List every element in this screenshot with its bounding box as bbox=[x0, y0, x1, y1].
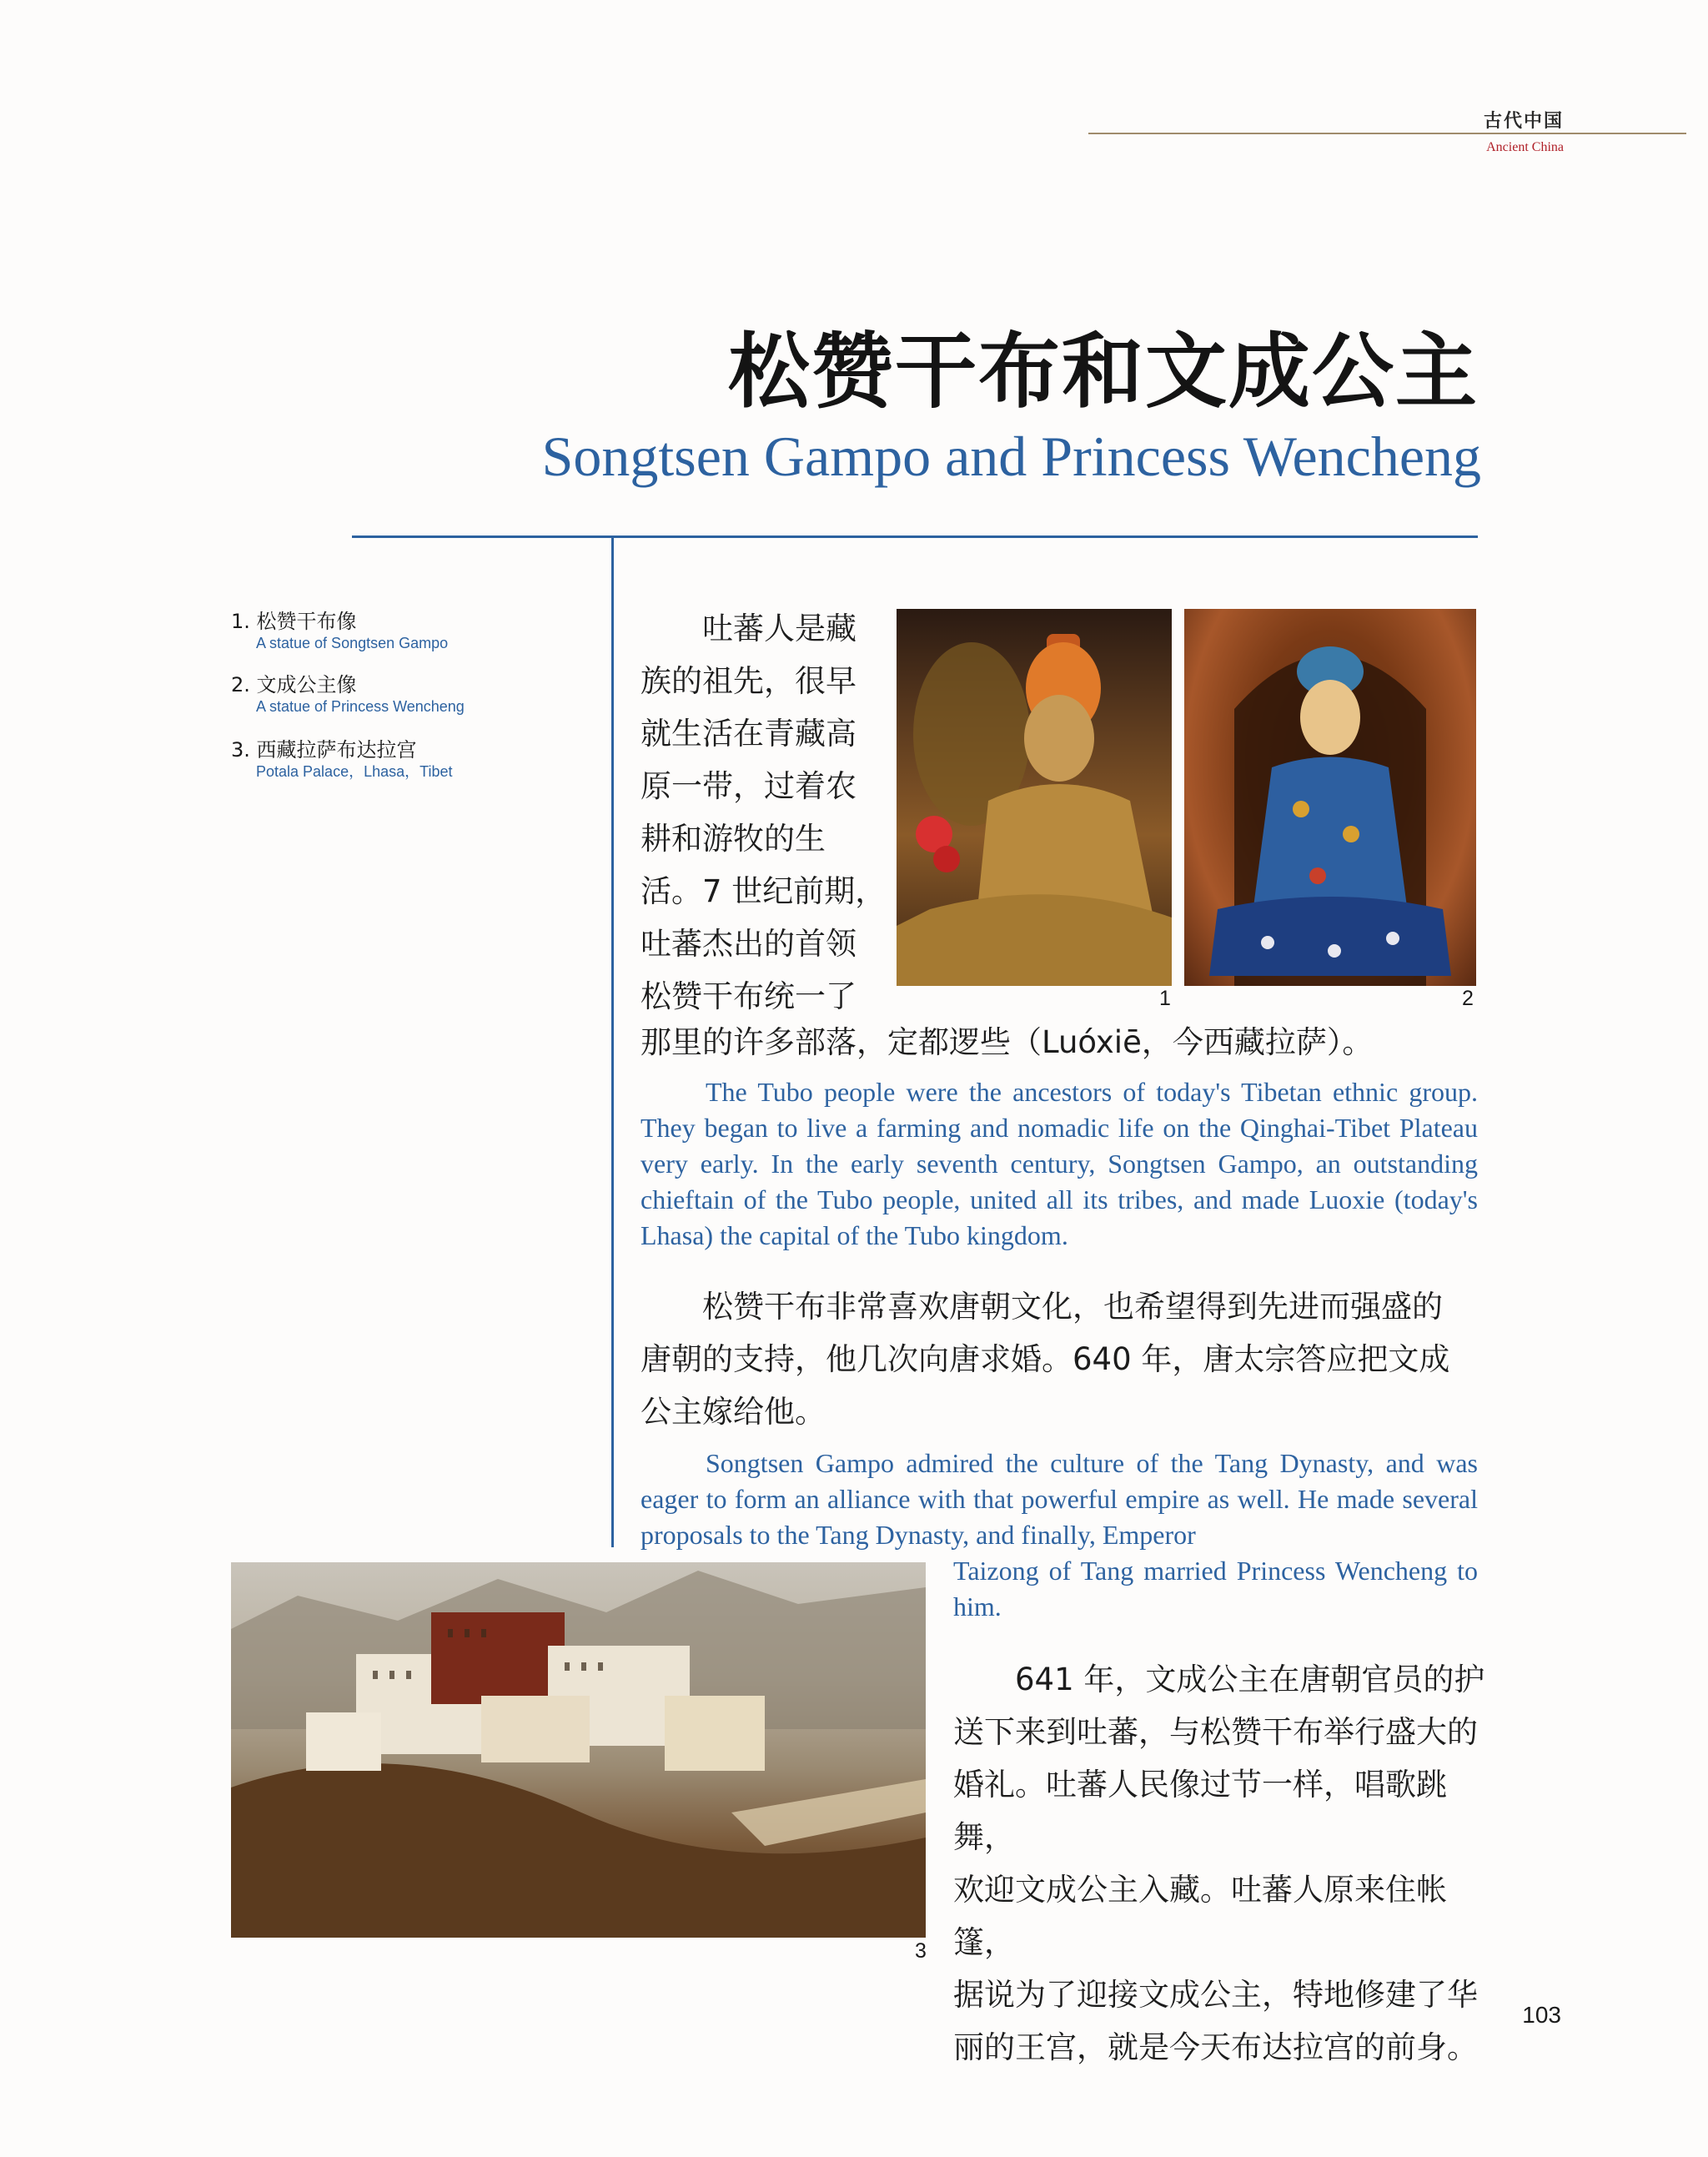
potala-palace-image bbox=[231, 1562, 926, 1938]
caption-3-zh: 3. 西藏拉萨布达拉宫 bbox=[231, 738, 417, 762]
paragraph-2-zh: 松赞干布非常喜欢唐朝文化，也希望得到先进而强盛的 唐朝的支持，他几次向唐求婚。640 年，唐太宗答应把文成 公主嫁给他。 bbox=[640, 1289, 1450, 1430]
paragraph-2-en-wide-wrap bbox=[640, 1446, 1478, 1553]
caption-1-en: A statue of Songtsen Gampo bbox=[256, 635, 449, 651]
paragraph-1-en-wrap bbox=[640, 1074, 1478, 1254]
paragraph-1-zh-wrap bbox=[640, 602, 895, 1023]
caption-1 bbox=[231, 609, 581, 652]
column-divider bbox=[611, 536, 614, 1547]
songtsen-gampo-statue-image bbox=[897, 609, 1172, 986]
page-number: 103 bbox=[1522, 2002, 1561, 2028]
image-number-2: 2 bbox=[1462, 987, 1474, 1010]
paragraph-3-zh: 641 年，文成公主在唐朝官员的护 送下来到吐蕃，与松赞干布举行盛大的 婚礼。吐蕃人民像过节一样，唱歌跳舞， 欢迎文成公主入藏。吐蕃人原来住帐篷， 据说为了迎接文成公主，特地修建了华 丽的王宫，就是今天布达拉宫的前身。 bbox=[953, 1662, 1485, 2065]
caption-3-en: Potala Palace，Lhasa，Tibet bbox=[256, 763, 453, 780]
header-rule bbox=[1088, 133, 1686, 134]
section-title-en: Ancient China bbox=[1486, 140, 1564, 154]
caption-2-en: A statue of Princess Wencheng bbox=[256, 698, 465, 715]
paragraph-2-en-wide: Songtsen Gampo admired the culture of the Tang Dynasty, and was eager to form an alliance with that powerful empire as well. He made several proposals to the Tang Dynasty, and finally, Emperor bbox=[640, 1448, 1478, 1550]
paragraph-1-zh-last-wrap bbox=[640, 1016, 1483, 1068]
paragraph-3-zh-wrap bbox=[953, 1653, 1487, 2074]
paragraph-1-zh-lines: 吐蕃人是藏 族的祖先，很早 就生活在青藏高 原一带，过着农 耕和游牧的生 活。7 世纪前期， 吐蕃杰出的首领 松赞干布统一了 bbox=[640, 611, 887, 1014]
paragraph-1-en: The Tubo people were the ancestors of today's Tibetan ethnic group. They began to live a farming and nomadic life on the Qinghai-Tibet Plateau very early. In the early seventh century, Songtsen Gampo, an outstanding chieftain of the Tubo people, united all its tribes, and made Luoxie (today's Lhasa) the capital of the Tubo kingdom. bbox=[640, 1077, 1478, 1250]
paragraph-2-en-narrow: Taizong of Tang married Princess Wencheng to him. bbox=[953, 1556, 1478, 1622]
paragraph-2-zh-wrap bbox=[640, 1280, 1483, 1438]
paragraph-2-en-narrow-wrap bbox=[953, 1553, 1478, 1625]
paragraph-1-zh-last: 那里的许多部落，定都逻些（Luóxiē，今西藏拉萨）。 bbox=[640, 1024, 1374, 1060]
caption-2-zh: 2. 文成公主像 bbox=[231, 673, 357, 696]
image-number-1: 1 bbox=[1159, 987, 1171, 1010]
title-divider bbox=[352, 535, 1478, 538]
page-title-en: Songtsen Gampo and Princess Wencheng bbox=[541, 425, 1481, 488]
caption-3 bbox=[231, 737, 581, 781]
caption-1-zh: 1. 松赞干布像 bbox=[231, 610, 357, 633]
page-title-zh: 松赞干布和文成公主 bbox=[727, 324, 1479, 420]
caption-2 bbox=[231, 672, 581, 716]
princess-wencheng-statue-image bbox=[1184, 609, 1476, 986]
image-number-3: 3 bbox=[915, 1939, 927, 1963]
section-title-zh: 古代中国 bbox=[1483, 110, 1564, 132]
